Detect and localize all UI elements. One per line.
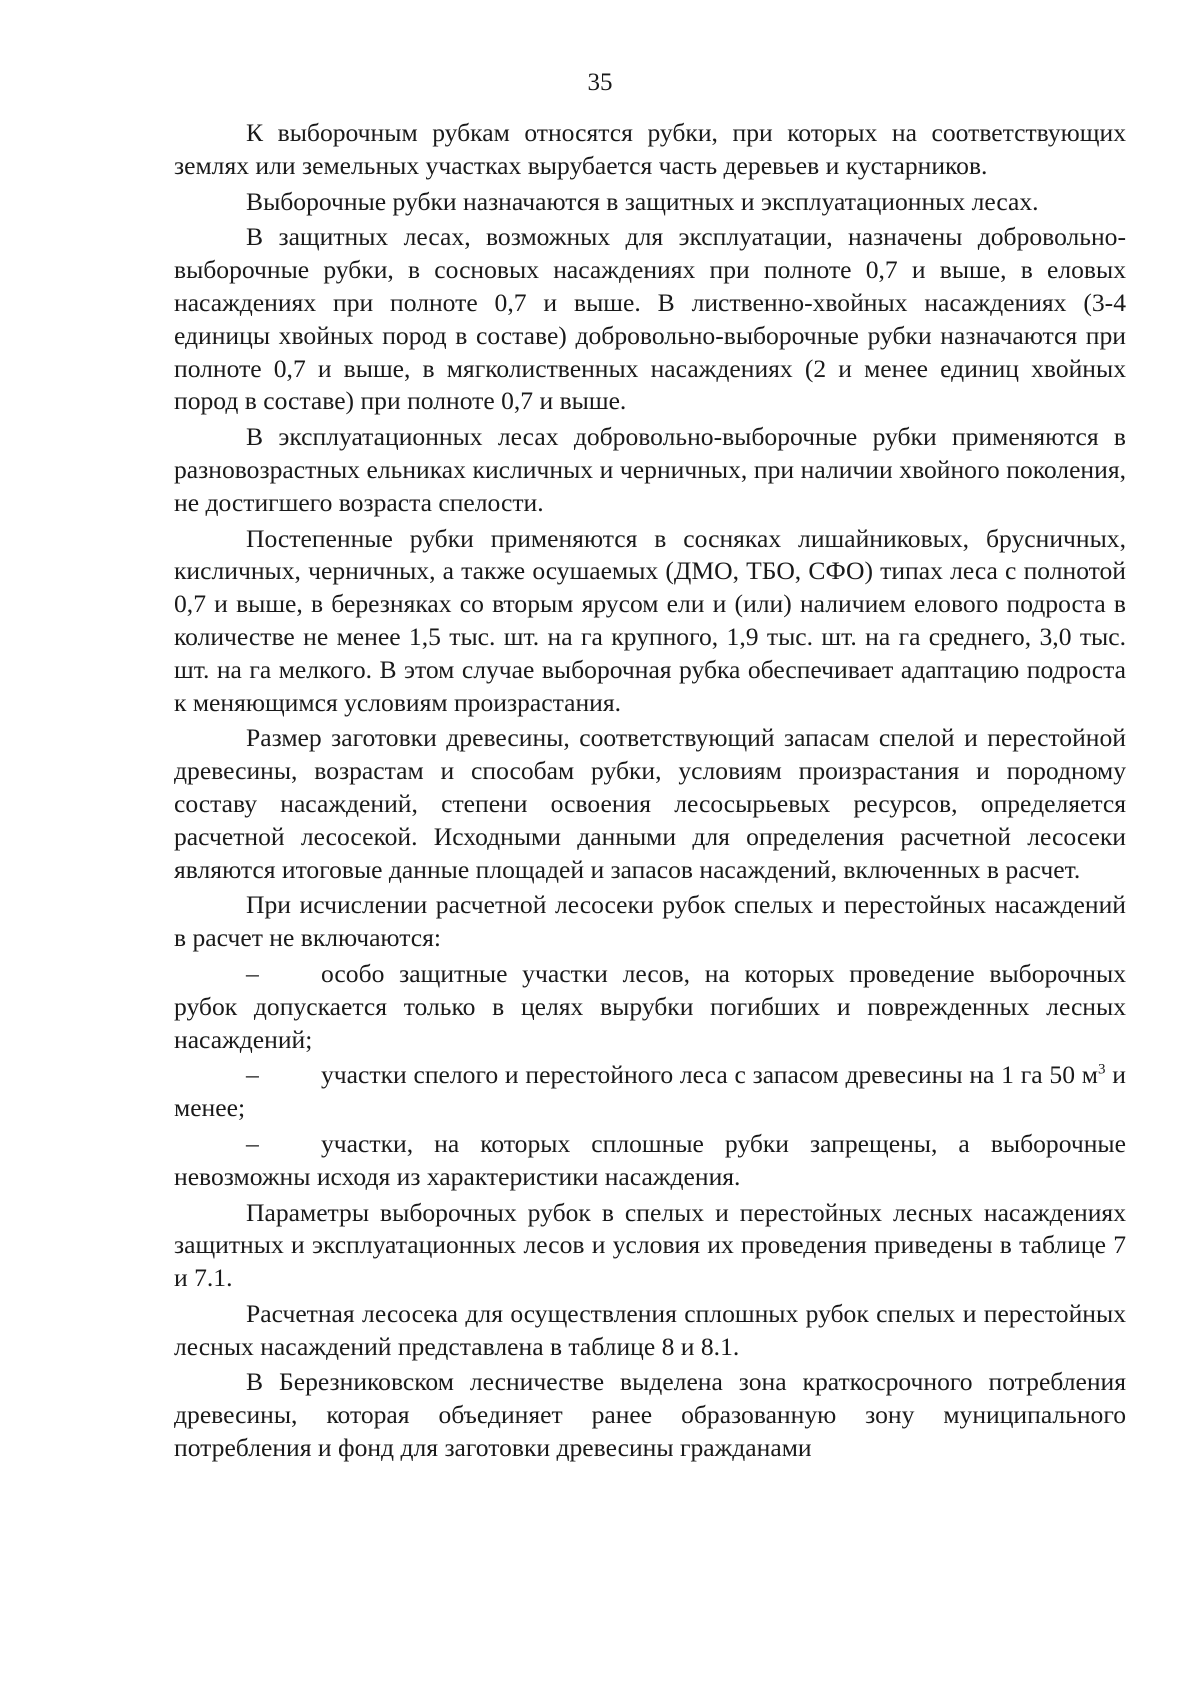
paragraph: Размер заготовки древесины, соответствующий запасам спелой и перестойной древесины, возрастам и способам рубки, условиям произрастания и породному составу насаждений, степени освоения лесосырьевых ресурсов, определяется расчетной лесосекой. Исходными данными для определения расчетной лесосеки являются итоговые данные площадей и запасов насаждений, включенных в расчет. [174, 723, 1126, 884]
paragraph: В эксплуатационных лесах добровольно-выборочные рубки применяются в разновозрастных ельниках кисличных и черничных, при наличии хвойного поколения, не достигшего возраста спелости. [174, 422, 1126, 517]
dash-marker: – [246, 1128, 259, 1158]
dash-marker: – [246, 1060, 259, 1090]
paragraph: При исчислении расчетной лесосеки рубок спелых и перестойных насаждений в расчет не включаются: [174, 890, 1126, 953]
list-item [174, 958, 1126, 1056]
list-item-text-tail: и менее; [174, 1060, 1126, 1123]
list-item [174, 1059, 1126, 1125]
paragraph: Параметры выборочных рубок в спелых и перестойных лесных насаждениях защитных и эксплуатационных лесов и условия их проведения приведены в таблице 7 и 7.1. [174, 1197, 1126, 1293]
paragraph: Выборочные рубки назначаются в защитных и эксплуатационных лесах. [246, 186, 1039, 216]
document-body [174, 117, 1126, 1465]
list-item [174, 1128, 1126, 1194]
paragraph: В Березниковском лесничестве выделена зона краткосрочного потребления древесины, которая объединяет ранее образованную зону муниципального потребления и фонд для заготовки древесины гражданами [174, 1367, 1126, 1463]
paragraph: К выборочным рубкам относятся рубки, при которых на соответствующих землях или земельных участках вырубается часть деревьев и кустарников. [174, 118, 1126, 180]
dash-marker: – [246, 958, 259, 988]
paragraph: Расчетная лесосека для осуществления сплошных рубок спелых и перестойных лесных насаждений представлена в таблице 8 и 8.1. [174, 1298, 1126, 1361]
superscript: 3 [1098, 1061, 1106, 1078]
paragraph: Постепенные рубки применяются в сосняках лишайниковых, брусничных, кисличных, черничных, а также осушаемых (ДМО, ТБО, СФО) типах леса с полнотой 0,7 и выше, в березняках со вторым ярусом ели и (или) наличием елового подроста в количестве не менее 1,5 тыс. шт. на га крупного, 1,9 тыс. шт. на га среднего, 3,0 тыс. шт. на га мелкого. В этом случае выборочная рубка обеспечивает адаптацию подроста к меняющимся условиям произрастания. [174, 523, 1126, 717]
paragraph: В защитных лесах, возможных для эксплуатации, назначены добровольно-выборочные рубки, в сосновых насаждениях при полноте 0,7 и выше, в еловых насаждениях при полноте 0,7 и выше. В лиственно-хвойных насаждениях (3-4 единицы хвойных пород в составе) добровольно-выборочные рубки назначаются при полноте 0,7 и выше, в мягколиственных насаждениях (2 и менее единиц хвойных пород в составе) при полноте 0,7 и выше. [174, 222, 1126, 416]
list-item-text: особо защитные участки лесов, на которых проведение выборочных рубок допускается только в целях вырубки погибших и поврежденных лесных насаждений; [174, 958, 1126, 1054]
list-item-text: участки спелого и перестойного леса с запасом древесины на 1 га 50 м [321, 1060, 1098, 1090]
page-number: 35 [587, 69, 613, 96]
list-item-text: участки, на которых сплошные рубки запрещены, а выборочные невозможны исходя из характеристики насаждения. [174, 1128, 1126, 1191]
